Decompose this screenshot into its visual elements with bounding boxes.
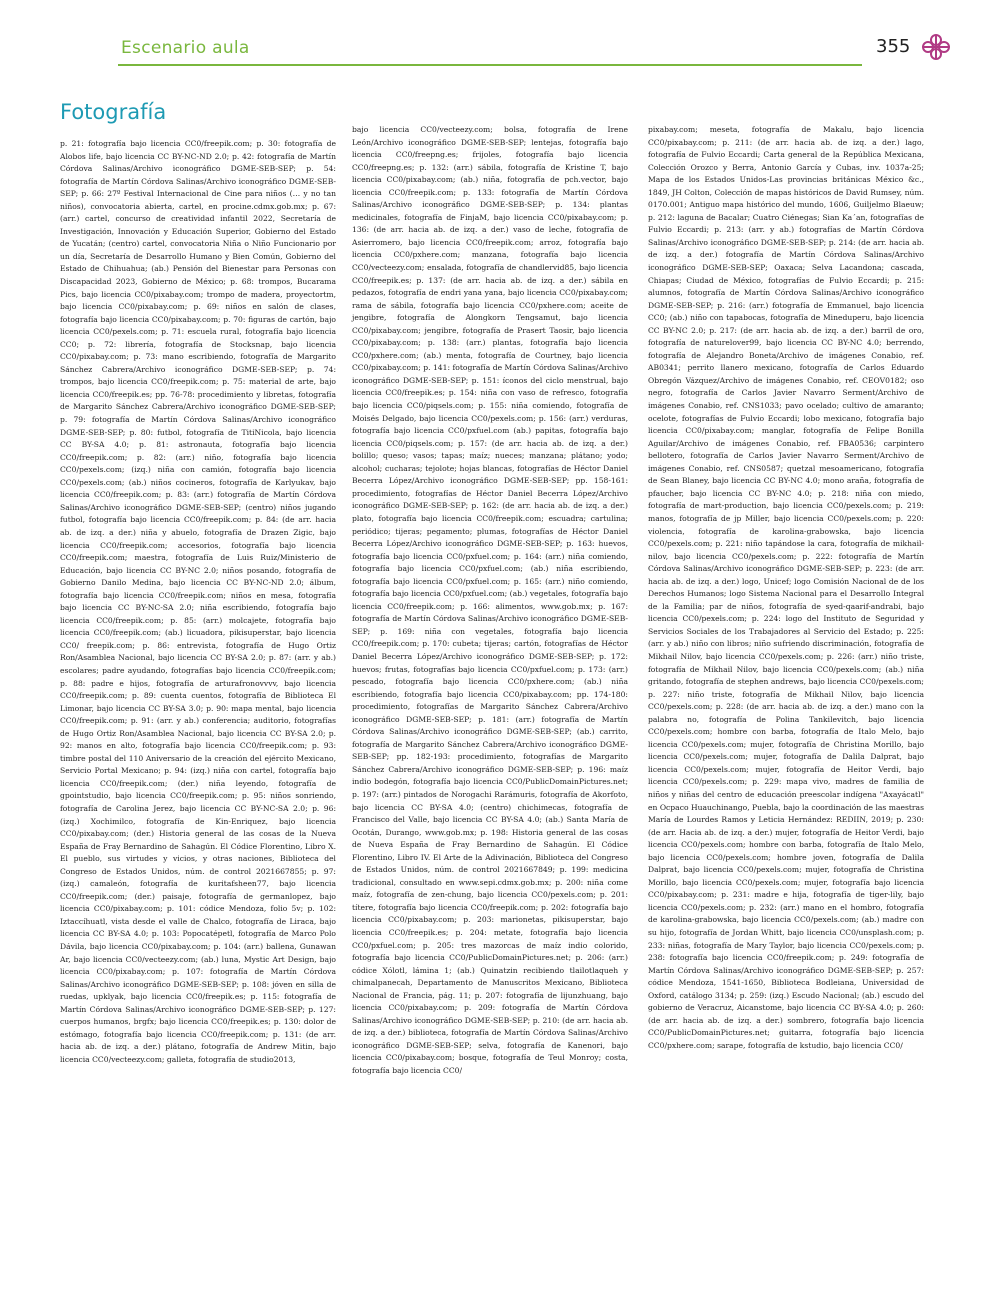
page-number: 355 xyxy=(876,36,911,57)
header-rule xyxy=(118,64,862,66)
credits-column-1: p. 21: fotografía bajo licencia CC0/freepik.com; p. 30: fotografía de Alobos life, bajo licencia CC BY-NC-ND 2.0; p. 42: fotografía de Martín Córdova Salinas/Archivo iconográfico DGME-SEB-SEP; p. 54: fotografía de Martín Córdova Salinas/Archivo iconográfico DGME-SEB-SEP; p. 66: 27º Festival Internacional de Cine para niños (… y no tan niños), convocatoria abierta, cartel, en procine.cdmx.gob.mx; p. 67: (arr.) cartel, concurso de creatividad infantil 2022, Secretaría de Investigación, Innovación y Educación Superior, Gobierno del Estado de Yucatán; (centro) cartel, convocatoria Niña o Niño Funcionario por un día, Secretaría de Desarrollo Humano y Bien Común, Gobierno del Estado de Chihuahua; (ab.) Pensión del Bienestar para Personas con Discapacidad 2023, Gobierno de México; p. 68: trompos, Bucarama Pics, bajo licencia CC0/pixabay.com; trompo de madera, proyectortm, bajo licencia CC0/pixabay.com; p. 69: niños en salón de clases, fotografía bajo licencia CC0/pixabay.com; p. 70: figuras de cartón, bajo licencia CC0/pexels.com; p. 71: escuela rural, fotografía bajo licencia CC0; p. 72: librería, fotografía de Stocksnap, bajo licencia CC0/pixabay.com; p. 73: mano escribiendo, fotografía de Margarito Sánchez Cabrera/Archivo iconográfico DGME-SEB-SEP; p. 74: trompos, bajo licencia CC0/freepik.com; p. 75: material de arte, bajo licencia CC0/freepik.es; pp. 76-78: procedimiento y libretas, fotografía de Margarito Sánchez Cabrera/Archivo iconográfico DGME-SEB-SEP; p. 79: fotografía de Martín Córdova Salinas/Archivo iconográfico DGME-SEB-SEP; p. 80: futbol, fotografía de TitiNicola, bajo licencia CC BY-SA 4.0; p. 81: astronauta, fotografía bajo licencia CC0/freepik.com; p. 82: (arr.) niño, fotografía bajo licencia CC0/pexels.com; (izq.) niña con camión, fotografía bajo licencia CC0/pexels.com; (ab.) niños cocineros, fotografía de Karlyukav, bajo licencia CC0/freepik.com; p. 83: (arr.) fotografía de Martín Córdova Salinas/Archivo iconográfico DGME-SEB-SEP; (centro) niños jugando futbol, fotografía bajo licencia CC0/freepik.com; p. 84: (de arr. hacia ab. de izq. a der.) niña y abuelo, fotografía de Drazen Zigic, bajo licencia CC0/freepik.com; accesorios, fotografía bajo licencia CC0/freepik.com; maestra, fotografía de Luis Ruiz/Ministerio de Educación, bajo licencia CC BY-NC 2.0; niños posando, fotografía de Gobierno Danilo Medina, bajo licencia CC BY-NC-ND 2.0; álbum, fotografía bajo licencia CC0/freepik.com; niños en mesa, fotografía bajo licencia CC BY-NC-SA 2.0; niña escribiendo, fotografía bajo licencia CC0/freepik.com; p. 85: (arr.) molcajete, fotografía bajo licencia CC0/freepik.com; (ab.) licuadora, pikisuperstar, bajo licencia CC0/ freepik.com; p. 86: entrevista, fotografía de Hugo Ortiz Ron/Asamblea Nacional, bajo licencia CC BY-SA 2.0; p. 87: (arr. y ab.) escolares; padre ayudando, fotografías bajo licencia CC0/freepik.com; p. 88: padre e hijos, fotografía de arturafronovvvv, bajo licencia CC0/freepik.com; p. 89: cuenta cuentos, fotografía de Biblioteca El Limonar, bajo licencia CC BY-SA 3.0; p. 90: mapa mental, bajo licencia CC0/freepik.com; p. 91: (arr. y ab.) conferencia; auditorio, fotografías de Hugo Ortiz Ron/Asamblea Nacional, bajo licencia CC BY-SA 2.0; p. 92: manos en alto, fotografía bajo licencia CC0/freepik.com; p. 93: timbre postal del 110 Aniversario de la creación del ejército Mexicano, Servicio Portal Mexicano; p. 94: (izq.) niña con cartel, fotografía bajo licencia CC0/freepik.com; (der.) niña leyendo, fotografía de gpointstudio, bajo licencia CC0/freepik.com; p. 95: niños sonriendo, fotografía de Carolina Jerez, bajo licencia CC BY-NC-SA 2.0; p. 96: (izq.) Xochimilco, fotografía de Kin-Enriquez, bajo licencia CC0/pixabay.com; (der.) Historia general de las cosas de la Nueva España de Fray Bernardino de Sahagún. El Códice Florentino, Libro X. El pueblo, sus virtudes y vicios, y otras naciones, Biblioteca del Congreso de Estados Unidos, núm. de control 2021667855; p. 97: (izq.) camaleón, fotografía de kuritafsheen77, bajo licencia CC0/freepik.com; (der.) paisaje, fotografía de germanlopez, bajo licencia CC0/pixabay.com; p. 101: códice Mendoza, folio 5v; p. 102: Iztaccíhuatl, vista desde el valle de Chalco, fotografía de Liraca, bajo licencia CC BY-SA 4.0; p. 103: Popocatépetl, fotografía de Marco Polo Dávila, bajo licencia CC0/pixabay.com; p. 104: (arr.) ballena, Gunawan Ar, bajo licencia CC0/vecteezy.com; (ab.) luna, Mystic Art Design, bajo licencia CC0/pixabay.com; p. 107: fotografía de Martín Córdova Salinas/Archivo iconográfico DGME-SEB-SEP; p. 108: jóven en silla de ruedas, upklyak, bajo licencia CC0/freepik.es; p. 115: fotografía de Martín Córdova Salinas/Archivo iconográfico DGME-SEB-SEP; p. 127: cuerpos humanos, brgfx; bajo licencia CC0/freepik.es; p. 130: dolor de estómago, fotografía bajo licencia CC0/freepik.com; p. 131: (de arr. hacia ab. de izq. a der.) plátano, fotografía de Andrew Mitin, bajo licencia CC0/vecteezy.com; galleta, fotografía de studio2013, xyxy=(60,139,336,1064)
credits-column-3: pixabay.com; meseta, fotografía de Makalu, bajo licencia CC0/pixabay.com; p. 211: (de arr. hacia ab. de izq. a der.) lago, fotografía de Fulvio Eccardi; Carta general de la República Mexicana, Colección Orozco y Berra, Antonio García y Cubas, inv. 1037a-25; Mapa de los Estados Unidos-Las provincias británicas México &c., 1849, JH Colton, Colección de mapas históricos de David Rumsey, núm. 0170.001; Antiguo mapa histórico del mundo, 1606, Guiljelmo Blaeuw; p. 212: laguna de Bacalar; Cuatro Ciénegas; Sian Ka´an, fotografías de Fulvio Eccardi; p. 213: (arr. y ab.) fotografías de Martín Córdova Salinas/Archivo iconográfico DGME-SEB-SEP; p. 214: (de arr. hacia ab. de izq. a der.) fotografía de Martín Córdova Salinas/Archivo iconográfico DGME-SEB-SEP; Oaxaca; Selva Lacandona; cascada, Chiapas; Ciudad de México, fotografías de Fulvio Eccardi; p. 215: alumnos, fotografía de Martín Córdova Salinas/Archivo iconográfico DGME-SEB-SEP; p. 216: (arr.) fotografía de Emmanuel, bajo licencia CC0; (ab.) niño con tapabocas, fotografía de Mineduperu, bajo licencia CC BY-NC 2.0; p. 217: (de arr. hacia ab. de izq. a der.) barril de oro, fotografía de naturelover99, bajo licencia CC BY-NC 4.0; berrendo, fotografía de Alejandro Boneta/Archivo de imágenes Conabio, ref. AB0341; perrito llanero mexicano, fotografía de Carlos Eduardo Obregón Vázquez/Archivo de imágenes Conabio, ref. CEOV0182; oso negro, fotografía de Carlos Javier Navarro Serment/Archivo de imágenes Conabio, ref. CNS1033; pavo ocelado; cultivo de amaranto; ocelote, fotografías de Fulvio Eccardi; lobo mexicano, fotografía bajo licencia CC0/pixabay.com; manglar, fotografía de Felipe Bonilla Aguilar/Archivo de imágenes Conabio, ref. FBA0536; carpintero bellotero, fotografía de Carlos Javier Navarro Serment/Archivo de imágenes Conabio, ref. CNS0587; quetzal mesoamericano, fotografía de Sean Blaney, bajo licencia CC BY-NC 4.0; mono araña, fotografía de pfaucher, bajo licencia CC BY-NC 4.0; p. 218: niña con miedo, fotografía de mart-production, bajo licencia CC0/pexels.com; p. 219: manos, fotografía de jp Miller, bajo licencia CC0/pexels.com; p. 220: violencia, fotografía de karolina-grabowska, bajo licencia CC0/pexels.com; p. 221: niño tapándose la cara, fotografía de mikhail-nilov, bajo licencia CC0/pexels.com; p. 222: fotografía de Martín Córdova Salinas/Archivo iconográfico DGME-SEB-SEP; p. 223: (de arr. hacia ab. de izq. a der.) logo, Unicef; logo Comisión Nacional de de los Derechos Humanos; logo Sistema Nacional para el Desarrollo Integral de la Familia; par de niños, fotografía de syed-qaarif-andrabi, bajo licencia CC0/pexels.com; p. 224: logo del Instituto de Seguridad y Servicios Sociales de los Trabajadores al Servicio del Estado; p. 225: (arr. y ab.) niño con libros; niño sufriendo discriminación, fotografía de Mikhail Nilov, bajo licencia CC0/pexels.com; p. 226: (arr.) niño triste, fotografía de Mikhail Nilov, bajo licencia CC0/pexels.com; (ab.) niña gritando, fotografía de stephen andrews, bajo licencia CC0/pexels.com; p. 227: niño triste, fotografía de Mikhail Nilov, bajo licencia CC0/pexels.com; p. 228: (de arr. hacia ab. de izq. a der.) mano con la palabra no, fotografía de Polina Tankilevitch, bajo licencia CC0/pexels.com; hombre con barba, fotografía de Italo Melo, bajo licencia CC0/pexels.com; mujer, fotografía de Christina Morillo, bajo licencia CC0/pexels.com; mujer, fotografía de Dalila Dalprat, bajo licencia CC0/pexels.com; mujer, fotografía de Heitor Verdi, bajo licencia CC0/pexels.com; p. 229: mapa vivo, madres de familia de niños y niñas del centro de educación preescolar indígena "Axayácatl" en Ocpaco Huauchinango, Puebla, bajo la coordinación de las maestras María de Lourdes Ramos y Leticia Hernández: REDIIN, 2019; p. 230: (de arr. Hacia ab. de izq. a der.) mujer, fotografía de Heitor Verdi, bajo licencia CC0/pexels.com; hombre con barba, fotografía de Italo Melo, bajo licencia CC0/pexels.com; hombre joven, fotografía de Dalila Dalprat, bajo licencia CC0/pexels.com; mujer, fotografía de Christina Morillo, bajo licencia CC0/pexels.com; mujer, fotografía bajo licencia CC0/pixabay.com; p. 231: madre e hija, fotografía de tiger-lily, bajo licencia CC0/pexels.com; p. 232: (arr.) mano en el hombro, fotografía de karolina-grabowska, bajo licencia CC0/pexels.com; (ab.) madre con su hijo, fotografía de Jordan Whitt, bajo licencia CC0/unsplash.com; p. 233: niñas, fotografía de Mary Taylor, bajo licencia CC0/pexels.com; p. 238: fotografía bajo licencia CC0/freepik.com; p. 249: fotografía de Martín Córdova Salinas/Archivo iconográfico DGME-SEB-SEP; p. 257: códice Mendoza, 1541-1650, Biblioteca Bodleiana, Universidad de Oxford, catálogo 3134; p. 259: (izq.) Escudo Nacional; (ab.) escudo del gobierno de Veracruz, Aicanstome, bajo licencia CC BY-SA 4.0; p. 260: (de arr. hacia ab. de izq. a der.) sombrero, fotografía bajo licencia CC0/PublicDomainPictures.net; guitarra, fotografía bajo licencia CC0/pxhere.com; sarape, fotografía de kstudio, bajo licencia CC0/ xyxy=(648,125,924,1050)
page-title: Fotografía xyxy=(60,100,167,124)
credits-column-2: bajo licencia CC0/vecteezy.com; bolsa, fotografía de Irene León/Archivo iconográfico DGME-SEB-SEP; lentejas, fotografía bajo licencia CC0/freepng.es; frijoles, fotografía bajo licencia CC0/freepng.es; p. 132: (arr.) sábila, fotografía de Kristine T, bajo licencia CC0/pixabay.com; (ab.) niña, fotografía de pch.vector, bajo licencia CC0/freepik.com; p. 133: fotografía de Martín Córdova Salinas/Archivo iconográfico DGME-SEB-SEP; p. 134: plantas medicinales, fotografía de FinjaM, bajo licencia CC0/pixabay.com; p. 136: (de arr. hacia ab. de izq. a der.) vaso de leche, fotografía de Asierromero, bajo licencia CC0/freepik.com; arroz, fotografía bajo licencia CC0/pxhere.com; manzana, fotografía bajo licencia CC0/vecteezy.com; ensalada, fotografía de chandlervid85, bajo licencia CC0/freepik.es; p. 137: (de arr. hacia ab. de izq. a der.) sábila en pedazos, fotografía de endri yana yana, bajo licencia CC0/pixabay.com; rama de sábila, fotografía bajo licencia CC0/pxhere.com; aceite de jengibre, fotografía de Alongkorn Tengsamut, bajo licencia CC0/pixabay.com; jengibre, fotografía de Prasert Taosir, bajo licencia CC0/pixabay.com; p. 138: (arr.) plantas, fotografía bajo licencia CC0/pxhere.com; (ab.) menta, fotografía de Courtney, bajo licencia CC0/pixabay.com; p. 141: fotografía de Martín Córdova Salinas/Archivo iconográfico DGME-SEB-SEP; p. 151: íconos del ciclo menstrual, bajo licencia CC0/freepik.es; p. 154: niña con vaso de refresco, fotografía bajo licencia CC0/piqsels.com; p. 155: niña comiendo, fotografía de Moisés Delgado, bajo licencia CC0/pexels.com; p. 156: (arr.) verduras, fotografía bajo licencia CC0/pxfuel.com (ab.) papitas, fotografía bajo licencia CC0/piqsels.com; p. 157: (de arr. hacia ab. de izq. a der.) bolillo; queso; vasos; tapas; maíz; nueces; manzana; plátano; yodo; alcohol; cucharas; tejolote; hojas blancas, fotografías de Héctor Daniel Becerra López/Archivo iconográfico DGME-SEB-SEP; pp. 158-161: procedimiento, fotografías de Héctor Daniel Becerra López/Archivo iconográfico DGME-SEB-SEP; p. 162: (de arr. hacia ab. de izq. a der.) plato, fotografía bajo licencia CC0/freepik.com; escuadra; cartulina; periódico; tijeras; pegamento; plumas, fotografías de Héctor Daniel Becerra López/Archivo iconográfico DGME-SEB-SEP; p. 163: huevos, fotografía bajo licencia CC0/pxfuel.com; p. 164: (arr.) niña comiendo, fotografía bajo licencia CC0/pxfuel.com; (ab.) niña escribiendo, fotografía bajo licencia CC0/pxfuel.com; p. 165: (arr.) niño comiendo, fotografía bajo licencia CC0/pxfuel.com; (ab.) vegetales, fotografía bajo licencia CC0/freepik.com; p. 166: alimentos, www.gob.mx; p. 167: fotografía de Martín Córdova Salinas/Archivo iconográfico DGME-SEB-SEP; p. 169: niña con vegetales, fotografía bajo licencia CC0/freepik.com; p. 170: cubeta; tijeras; cartón, fotografías de Héctor Daniel Becerra López/Archivo iconográfico DGME-SEB-SEP; p. 172: huevos; frutas, fotografías bajo licencia CC0/pxfuel.com; p. 173: (arr.) pescado, fotografía bajo licencia CC0/pxhere.com; (ab.) niña escribiendo, fotografía bajo licencia CC0/pixabay.com; pp. 174-180: procedimiento, fotografías de Margarito Sánchez Cabrera/Archivo iconográfico DGME-SEB-SEP; p. 181: (arr.) fotografía de Martín Córdova Salinas/Archivo iconográfico DGME-SEB-SEP; (ab.) carrito, fotografía de Margarito Sánchez Cabrera/Archivo iconográfico DGME-SEB-SEP; pp. 182-193: procedimiento, fotografías de Margarito Sánchez Cabrera/Archivo iconográfico DGME-SEB-SEP; p. 196: maíz indio bodegón, fotografía bajo licencia CC0/PublicDomainPictures.net; p. 197: (arr.) pintados de Norogachi Rarámuris, fotografía de Akorfoto, bajo licencia CC BY-SA 4.0; (centro) chichimecas, fotografía de Francisco del Valle, bajo licencia CC BY-SA 4.0; (ab.) Santa María de Ocotán, Durango, www.gob.mx; p. 198: Historia general de las cosas de Nueva España de Fray Bernardino de Sahagún. El Códice Florentino, Libro IV. El Arte de la Adivinación, Biblioteca del Congreso de Estados Unidos, núm. de control 2021667849; p. 199: medicina tradicional, consultado en www.sepi.cdmx.gob.mx; p. 200: niña come maíz, fotografía de zen-chung, bajo licencia CC0/pexels.com; p. 201: títere, fotografía bajo licencia CC0/freepik.com; p. 202: fotografía bajo licencia CC0/pixabay.com; p. 203: marionetas, pikisuperstar, bajo licencia CC0/freepik.es; p. 204: metate, fotografía bajo licencia CC0/pxfuel.com; p. 205: tres mazorcas de maíz indio colorido, fotografía bajo licencia CC0/PublicDomainPictures.net; p. 206: (arr.) códice Xólotl, lámina 1; (ab.) Quinatzin recibiendo tlailotlaqueh y chimalpanecah, Departamento de Manuscritos Mexicano, Biblioteca Nacional de Francia, pág. 11; p. 207: fotografía de lijunzhuang, bajo licencia CC0/pixabay.com; p. 209: fotografía de Martín Córdova Salinas/Archivo iconográfico DGME-SEB-SEP; p. 210: (de arr. hacia ab. de izq. a der.) biblioteca, fotografía de Martín Córdova Salinas/Archivo iconográfico DGME-SEB-SEP; selva, fotografía de Kanenori, bajo licencia CC0/pixabay.com; bosque, fotografía de Teul Monroy; costa, fotografía bajo licencia CC0/ xyxy=(352,125,628,1076)
section-label: Escenario aula xyxy=(121,38,250,58)
flower-knot-icon xyxy=(918,32,954,62)
page-header xyxy=(0,0,986,96)
